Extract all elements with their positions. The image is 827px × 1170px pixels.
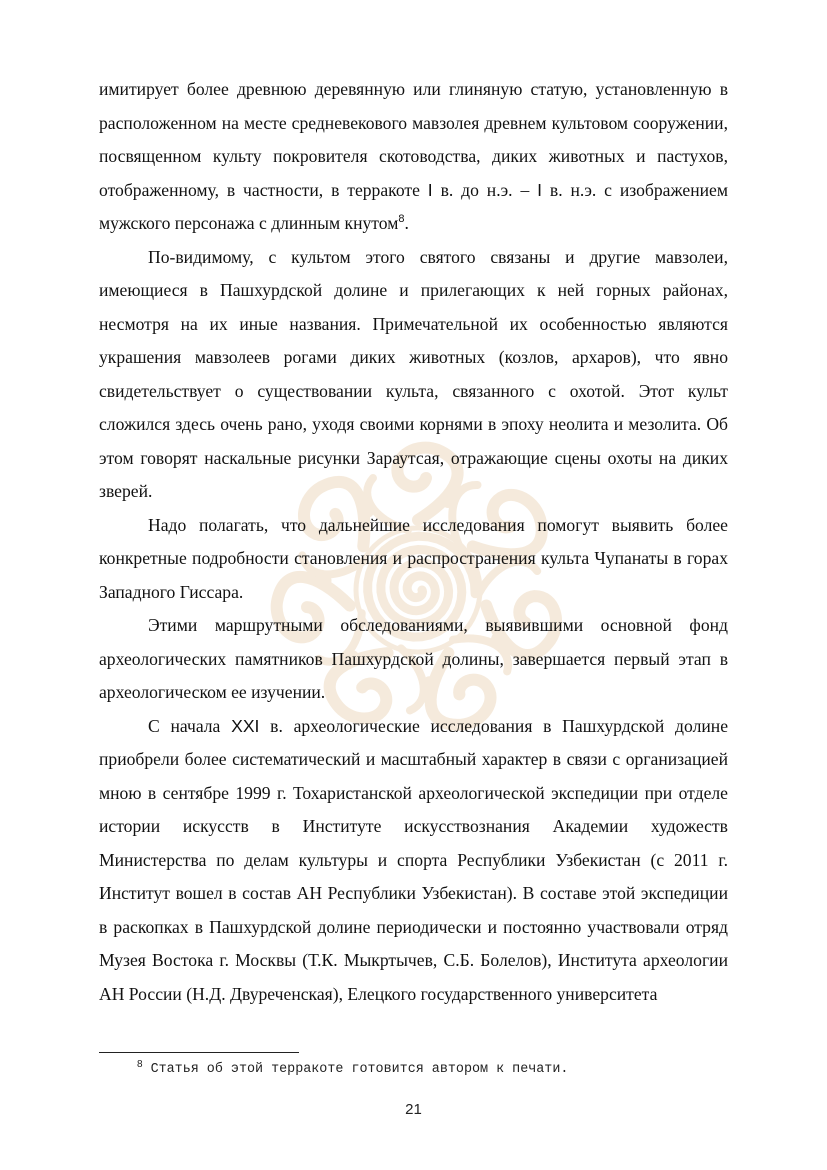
text-run: . (404, 213, 409, 233)
text-run: в. археологические исследования в Пашхурдской долине приобрели более систематический и масштабный характер в связи с организацией мною в сентябре 1999 г. Тохаристанской археологической экспедиции при отделе истории искусств в Институте искусствознания Академии художеств Министерства по делам культуры и спорта Республики Узбекистан (с 2011 г. Институт вошел в состав АН Республики Узбекистан). В составе этой экспедиции в раскопках в Пашхурдской долине периодически и постоянно участвовали отряд Музея Востока г. Москвы (Т.К. Мыкртычев, С.Б. Болелов), Института археологии АН России (Н.Д. Двуреченская), Елецкого государственного университета (99, 715, 728, 1004)
text-run: в. н.э. с изображением мужского персонажа с длинным кнутом (99, 179, 728, 233)
roman-numeral: I (427, 179, 433, 200)
body-text (99, 73, 728, 1011)
footnote-number: 8 (137, 1058, 143, 1070)
paragraph (99, 73, 728, 241)
paragraph (99, 710, 728, 1012)
footnote-separator (99, 1052, 299, 1053)
paragraph (99, 509, 728, 610)
text-run: Этими маршрутными обследованиями, выявившими основной фонд археологических памятников Пашхурдской долины, завершается первый этап в археологическом ее изучении. (99, 615, 728, 702)
footnote-reference: 8 (398, 213, 405, 226)
footnote-text: Статья об этой терракоте готовится автором к печати. (150, 1062, 569, 1077)
text-run: С начала (148, 715, 232, 736)
text-run: По‑видимому, с культом этого святого связаны и другие мавзолеи, имеющиеся в Пашхурдской долине и прилегающих к ней горных районах, несмотря на их иные названия. Примечательной их особенностью являются украшения мавзолеев рогами диких животных (козлов, архаров), что явно свидетельствует о существовании культа, связанного с охотой. Этот культ сложился здесь очень рано, уходя своими корнями в эпоху неолита и мезолита. Об этом говорят наскальные рисунки Зараутсая, отражающие сцены охоты на диких зверей. (99, 246, 728, 501)
text-run: имитирует более древнюю деревянную или глиняную статую, установленную в расположенном на месте средневекового мавзолея древнем культовом сооружении, посвященном культу покровителя скотоводства, диких животных и пастухов, отображенному, в частности, в терракоте (99, 79, 728, 200)
paragraph (99, 241, 728, 509)
paragraph (99, 609, 728, 710)
footnote (137, 1058, 737, 1082)
text-run: в. до н.э. – (432, 179, 538, 200)
roman-numeral: XXI (231, 715, 260, 736)
roman-numeral: I (537, 179, 543, 200)
text-run: Надо полагать, что дальнейшие исследования помогут выявить более конкретные подробности становления и распространения культа Чупанаты в горах Западного Гиссара. (99, 514, 728, 602)
page-number: 21 (405, 1101, 422, 1118)
